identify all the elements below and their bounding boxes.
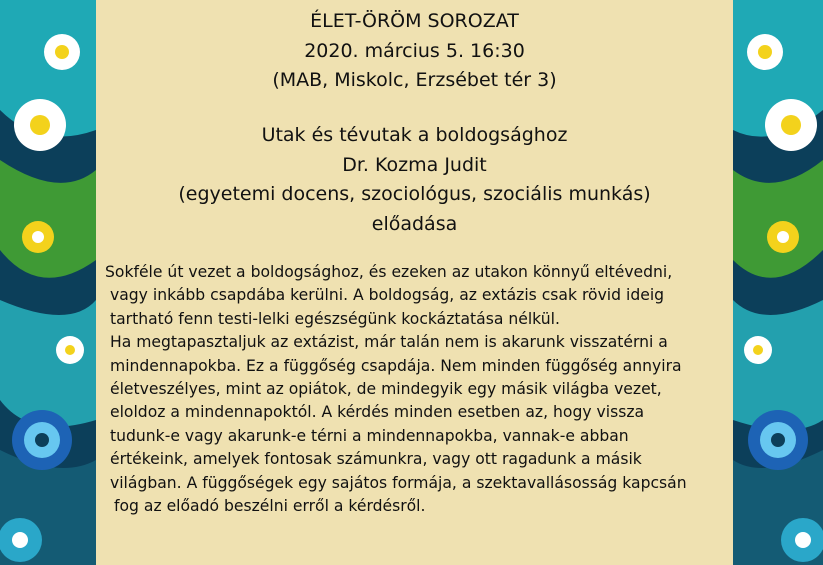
floral-border-right xyxy=(733,0,823,565)
description-line: értékeink, amelyek fontosak számunkra, vagy ott ragadunk a másik xyxy=(110,450,642,469)
description xyxy=(105,261,729,518)
lecture-info xyxy=(96,121,733,239)
lecture-title: Utak és tévutak a boldogsághoz xyxy=(261,124,568,146)
description-line: Ha megtapasztaljuk az extázist, már talán nem is akarunk visszatérni a xyxy=(110,333,668,352)
description-line: vagy inkább csapdába kerülni. A boldogság, az extázis csak rövid ideig xyxy=(110,286,665,305)
floral-pattern-left-icon xyxy=(0,0,96,565)
description-line: Sokféle út vezet a boldogsághoz, és ezeken az utakon könnyű eltévedni, xyxy=(105,263,673,281)
floral-pattern-right-icon xyxy=(733,0,823,565)
series-title: ÉLET-ÖRÖM SOROZAT xyxy=(310,10,519,32)
event-datetime: 2020. március 5. 16:30 xyxy=(304,39,525,62)
floral-border-left xyxy=(0,0,96,565)
description-line: eloldoz a mindennapoktól. A kérdés minden esetben az, hogy vissza xyxy=(110,403,645,422)
lecture-suffix: előadása xyxy=(371,212,458,235)
event-venue: (MAB, Miskolc, Erzsébet tér 3) xyxy=(272,69,557,91)
description-line: életveszélyes, mint az opiátok, de mindegyik egy másik világba vezet, xyxy=(110,380,662,399)
event-header xyxy=(96,7,733,96)
description-line: tartható fenn testi-lelki egészségünk kockáztatása nélkül. xyxy=(110,309,560,328)
description-line: mindennapokba. Ez a függőség csapdája. Nem minden függőség annyira xyxy=(110,356,682,375)
description-line: fog az előadó beszélni erről a kérdésről. xyxy=(114,497,426,516)
speaker-name: Dr. Kozma Judit xyxy=(342,153,487,176)
event-panel xyxy=(96,0,733,565)
description-line: tudunk-e vagy akarunk-e térni a mindennapokba, vannak-e abban xyxy=(110,426,629,445)
speaker-role: (egyetemi docens, szociológus, szociális munkás) xyxy=(178,183,651,205)
description-line: világban. A függőségek egy sajátos formája, a szektavallásosság kapcsán xyxy=(110,473,687,492)
